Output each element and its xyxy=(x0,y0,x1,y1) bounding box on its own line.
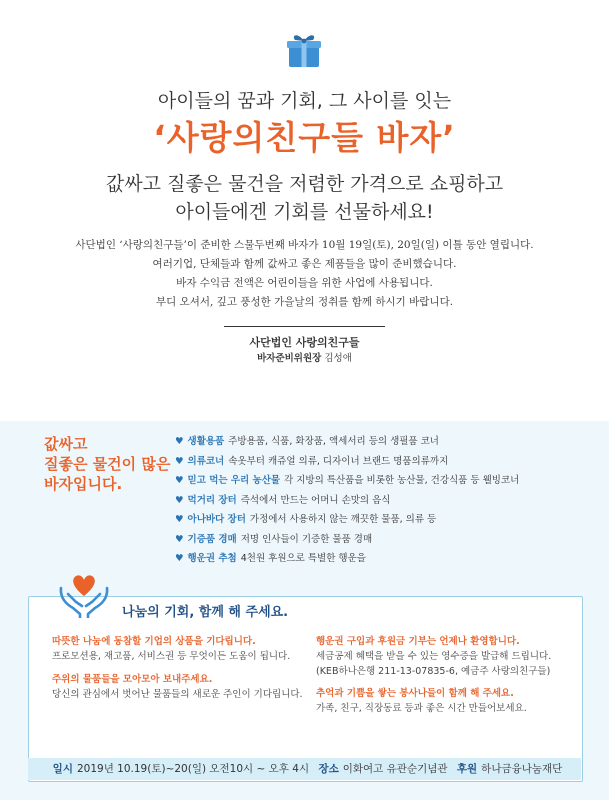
donation-item xyxy=(52,672,303,702)
event-info-bar xyxy=(28,758,581,780)
tagline xyxy=(0,170,609,226)
feature-desc: 주방용품, 식품, 화장품, 액세서리 등의 생필품 코너 xyxy=(228,436,439,447)
features-headline-line: 값싸고 xyxy=(44,435,88,453)
donation-item-heading: 따뜻한 나눔에 동참할 기업의 상품을 기다립니다. xyxy=(52,636,256,647)
tagline-line-1: 값싸고 질좋은 물건을 저렴한 가격으로 쇼핑하고 xyxy=(105,173,504,195)
hands-holding-heart-icon xyxy=(58,572,110,618)
signature-org: 사단법인 사랑의친구들 xyxy=(249,336,360,349)
intro-line: 여러기업, 단체들과 함께 값싸고 좋은 제품들을 많이 준비했습니다. xyxy=(152,258,457,270)
feature-desc: 저명 인사들이 기증한 물품 경매 xyxy=(240,533,373,545)
features-headline xyxy=(44,434,170,494)
place-label: 장소 xyxy=(318,763,339,775)
feature-desc: 즉석에서 만드는 어머니 손맛의 음식 xyxy=(240,494,391,506)
gift-box-icon xyxy=(284,30,324,70)
donation-item-desc: 프로모션용, 재고품, 서비스권 등 무엇이든 도움이 됩니다. xyxy=(52,651,291,662)
feature-item xyxy=(175,452,519,472)
feature-item xyxy=(175,491,519,511)
feature-desc: 4천원 후원으로 특별한 행운을 xyxy=(240,553,366,564)
feature-item xyxy=(175,549,519,569)
feature-item xyxy=(175,530,519,550)
intro-line: 사단법인 ‘사랑의친구들’이 준비한 스물두번째 바자가 10월 19일(토), 20일(일) 이틀 동안 열립니다. xyxy=(75,239,534,251)
sponsor-label: 후원 xyxy=(456,763,478,775)
page-title: ‘사랑의친구들 바자’ xyxy=(153,118,456,157)
sub-title: 아이들의 꿈과 기회, 그 사이를 잇는 xyxy=(157,90,452,112)
sponsor-value: 하나금융나눔재단 xyxy=(481,763,563,775)
donation-item-heading: 주위의 물품들을 모아모아 보내주세요. xyxy=(52,674,213,685)
donation-item-heading: 행운권 구입과 후원금 기부는 언제나 환영합니다. xyxy=(316,636,520,647)
blue-heart-icon: ♥ xyxy=(175,494,184,506)
feature-item xyxy=(175,471,519,491)
date-value: 2019년 10.19(토)~20(일) 오전10시 ~ 오후 4시 xyxy=(76,763,310,775)
feature-desc: 속옷부터 캐쥬얼 의류, 디자이너 브랜드 명품의류까지 xyxy=(228,455,449,467)
blue-heart-icon: ♥ xyxy=(175,553,184,564)
signature-role: 바자준비위원장 xyxy=(257,353,322,364)
intro-line: 바자 수익금 전액은 어린이들을 위한 사업에 사용됩니다. xyxy=(176,277,433,289)
signature-person xyxy=(0,350,609,364)
blue-heart-icon: ♥ xyxy=(175,475,184,486)
donation-item-heading: 추억과 기쁨을 쌓는 봉사나들이 함께 해 주세요. xyxy=(316,688,514,699)
feature-list xyxy=(175,432,519,569)
donation-item-desc: 세금공제 혜택을 받을 수 있는 영수증을 발급해 드립니다. xyxy=(316,651,552,662)
intro-paragraph xyxy=(0,236,609,312)
feature-name: 행운권 추첨 xyxy=(187,553,237,564)
donation-item xyxy=(316,634,551,679)
donation-item-desc: 가족, 친구, 직장동료 등과 좋은 시간 만들어보세요. xyxy=(316,703,527,714)
feature-desc: 각 지방의 특산품을 비롯한 농산물, 건강식품 등 웰빙코너 xyxy=(284,475,520,486)
blue-heart-icon: ♥ xyxy=(175,436,184,447)
donation-item-desc: (KEB하나은행 211-13-07835-6, 예금주 사랑의친구들) xyxy=(316,666,551,677)
intro-line: 부디 오셔서, 깊고 풍성한 가을날의 정취를 함께 하시기 바랍니다. xyxy=(155,296,454,308)
date-label: 일시 xyxy=(52,763,73,775)
donation-title: 나눔의 기회, 함께 해 주세요. xyxy=(122,605,289,620)
feature-item xyxy=(175,510,519,530)
features-headline-line: 바자입니다. xyxy=(44,475,123,493)
blue-heart-icon: ♥ xyxy=(175,533,184,545)
place-value: 이화여고 유관순기념관 xyxy=(342,763,448,775)
feature-name: 의류코너 xyxy=(187,455,225,467)
blue-heart-icon: ♥ xyxy=(175,455,184,467)
feature-name: 생활용품 xyxy=(187,436,225,447)
tagline-line-2: 아이들에겐 기회를 선물하세요! xyxy=(175,201,434,223)
feature-desc: 가정에서 사용하지 않는 깨끗한 물품, 의류 등 xyxy=(249,514,437,525)
feature-name: 먹거리 장터 xyxy=(187,494,237,506)
feature-item xyxy=(175,432,519,452)
features-headline-line: 질좋은 물건이 많은 xyxy=(44,455,171,473)
signature-name: 김성애 xyxy=(324,353,352,364)
donation-item xyxy=(316,686,527,716)
feature-name: 아나바다 장터 xyxy=(187,514,246,525)
donation-item-desc: 당신의 관심에서 벗어난 물품들의 새로운 주인이 기다립니다. xyxy=(52,689,303,700)
blue-heart-icon: ♥ xyxy=(175,514,184,525)
signature-divider xyxy=(224,326,385,327)
feature-name: 기증품 경매 xyxy=(187,533,237,545)
feature-name: 믿고 먹는 우리 농산물 xyxy=(187,475,281,486)
donation-item xyxy=(52,634,290,664)
